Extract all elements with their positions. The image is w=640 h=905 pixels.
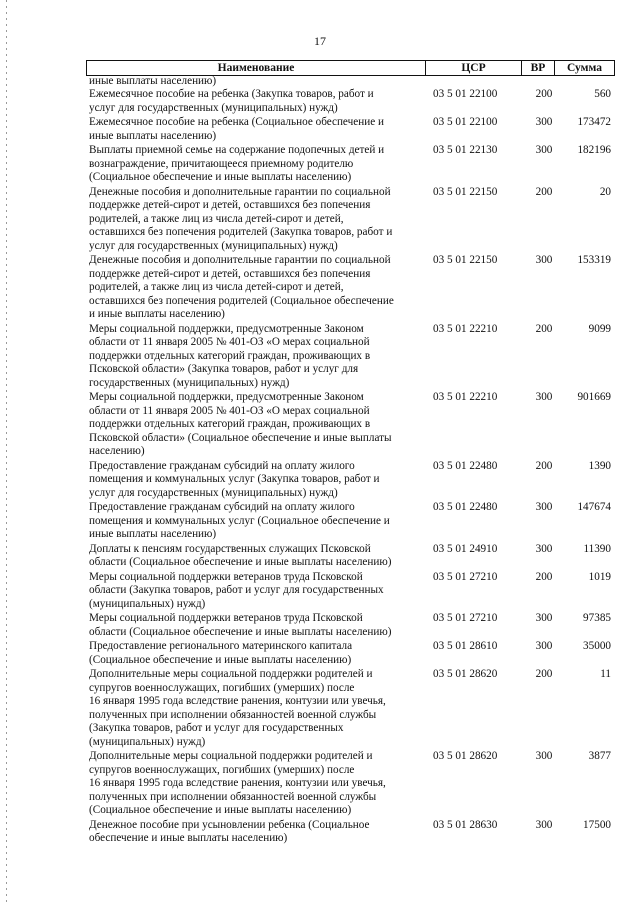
row-csr: 03 5 01 22210 bbox=[433, 322, 498, 335]
table-row bbox=[89, 116, 615, 143]
row-vr: 300 bbox=[535, 818, 553, 831]
row-csr: 03 5 01 24910 bbox=[433, 542, 498, 555]
row-vr: 200 bbox=[535, 322, 553, 335]
row-vr: 300 bbox=[535, 391, 553, 403]
row-name: Меры социальной поддержки, предусмотренные Законом области от 11 января 2005 № 401-ОЗ «О мерах социальной поддержки отдельных категорий граждан, проживающих в Псковской области» (Социальное обеспечение и иные выплаты населению) bbox=[89, 391, 392, 457]
table-row bbox=[89, 819, 615, 846]
row-name: Меры социальной поддержки ветеранов труда Псковской области (Закупка товаров, работ и услуг для государственных (муниципальных) нужд) bbox=[89, 570, 384, 610]
row-vr: 200 bbox=[535, 570, 553, 583]
row-csr: 03 5 01 22100 bbox=[433, 88, 498, 100]
row-csr: 03 5 01 27210 bbox=[433, 570, 498, 583]
row-vr: 300 bbox=[535, 501, 553, 513]
row-name: Денежные пособия и дополнительные гарантии по социальной поддержке детей-сирот и детей, оставшихся без попечения родителей, а также лиц из числа детей-сирот и детей, оставшихся без попечения родителей (Закупка товаров, работ и услуг для государственных (муниципальных) нужд) bbox=[89, 185, 393, 252]
table-row bbox=[89, 640, 615, 667]
row-sum: 3877 bbox=[588, 750, 611, 762]
row-sum: 560 bbox=[594, 88, 611, 100]
row-name: Дополнительные меры социальной поддержки родителей и супругов военнослужащих, погибших (умерших) после 16 января 1995 года вследствие ранения, контузии или увечья, полученных при исполнении обязанностей военной службы (Социальное обеспечение и иные выплаты населению) bbox=[89, 750, 386, 816]
table-row bbox=[89, 254, 615, 322]
row-vr: 300 bbox=[535, 750, 553, 762]
table-row bbox=[89, 186, 615, 254]
row-vr: 200 bbox=[535, 88, 553, 100]
row-name: Выплаты приемной семье на содержание подопечных детей и вознаграждение, причитающееся приемному родителю (Социальное обеспечение и иные выплаты населению) bbox=[89, 144, 385, 183]
table-row bbox=[89, 612, 615, 639]
row-csr: 03 5 01 22150 bbox=[433, 254, 498, 266]
row-name: Ежемесячное пособие на ребенка (Социальное обеспечение и иные выплаты населению) bbox=[89, 116, 384, 142]
column-header-csr: ЦСР bbox=[426, 61, 522, 75]
row-name: Предоставление гражданам субсидий на оплату жилого помещения и коммунальных услуг (Социальное обеспечение и иные выплаты населению) bbox=[89, 501, 390, 540]
row-name: Меры социальной поддержки, предусмотренные Законом области от 11 января 2005 № 401-ОЗ «О мерах социальной поддержки отдельных категорий граждан, проживающих в Псковской области» (Закупка товаров, работ и услуг для государственных (муниципальных) нужд) bbox=[89, 322, 371, 389]
row-sum: 173472 bbox=[577, 116, 611, 128]
row-csr: 03 5 01 22480 bbox=[433, 459, 498, 472]
table-row bbox=[89, 391, 615, 459]
row-sum: 9099 bbox=[588, 322, 611, 335]
row-name: Предоставление гражданам субсидий на оплату жилого помещения и коммунальных услуг (Закупка товаров, работ и услуг для государственных (муниципальных) нужд) bbox=[89, 459, 380, 499]
row-sum: 97385 bbox=[583, 612, 611, 624]
table-header bbox=[86, 60, 615, 76]
scan-edge-mark bbox=[6, 0, 7, 905]
row-csr: 03 5 01 28610 bbox=[433, 640, 498, 652]
column-header-name: Наименование bbox=[87, 61, 426, 75]
column-header-sum: Сумма bbox=[567, 62, 602, 74]
column-header-vr: ВР bbox=[522, 61, 555, 75]
row-vr: 300 bbox=[535, 612, 553, 624]
row-sum: 11 bbox=[600, 668, 611, 680]
row-sum: 901669 bbox=[577, 391, 611, 403]
row-csr: 03 5 01 22150 bbox=[433, 185, 498, 198]
row-sum: 17500 bbox=[583, 818, 611, 831]
row-csr: 03 5 01 22210 bbox=[433, 391, 498, 403]
row-vr: 300 bbox=[535, 144, 553, 156]
row-sum: 20 bbox=[599, 185, 611, 198]
row-sum: 1019 bbox=[588, 570, 611, 583]
table-row bbox=[89, 750, 615, 818]
row-vr: 200 bbox=[535, 668, 553, 680]
table-row bbox=[89, 501, 615, 542]
table-row bbox=[89, 571, 615, 612]
row-name: Предоставление регионального материнского капитала (Социальное обеспечение и иные выплаты населению) bbox=[89, 640, 353, 666]
continuation-text: иные выплаты населению) bbox=[89, 75, 217, 87]
row-sum: 147674 bbox=[577, 501, 611, 513]
row-name: Доплаты к пенсиям государственных служащих Псковской области (Социальное обеспечение и иные выплаты населению) bbox=[89, 542, 392, 568]
row-sum: 153319 bbox=[577, 254, 611, 266]
table-row bbox=[89, 88, 615, 115]
row-vr: 300 bbox=[535, 254, 553, 266]
row-vr: 300 bbox=[535, 116, 553, 128]
row-csr: 03 5 01 22100 bbox=[433, 116, 498, 128]
row-name: Денежные пособия и дополнительные гарантии по социальной поддержке детей-сирот и детей, оставшихся без попечения родителей, а также лиц из числа детей-сирот и детей, оставшихся без попечения родителей (Социальное обеспечение и иные выплаты населению) bbox=[89, 254, 394, 320]
row-csr: 03 5 01 28620 bbox=[433, 668, 498, 680]
row-vr: 300 bbox=[535, 640, 553, 652]
page-number: 17 bbox=[314, 34, 326, 48]
row-csr: 03 5 01 22480 bbox=[433, 501, 498, 513]
table-row bbox=[89, 323, 615, 391]
table-row bbox=[89, 460, 615, 501]
row-csr: 03 5 01 22130 bbox=[433, 144, 498, 156]
row-csr: 03 5 01 27210 bbox=[433, 612, 498, 624]
row-vr: 200 bbox=[535, 459, 553, 472]
row-sum: 35000 bbox=[583, 640, 611, 652]
table-row bbox=[89, 543, 615, 570]
row-sum: 1390 bbox=[588, 459, 611, 472]
row-name: Денежное пособие при усыновлении ребенка (Социальное обеспечение и иные выплаты населению) bbox=[89, 818, 370, 844]
row-vr: 200 bbox=[535, 185, 553, 198]
row-name: Меры социальной поддержки ветеранов труда Псковской области (Социальное обеспечение и иные выплаты населению) bbox=[89, 612, 392, 638]
row-csr: 03 5 01 28630 bbox=[433, 818, 498, 831]
table-body bbox=[89, 88, 615, 847]
row-name: Дополнительные меры социальной поддержки родителей и супругов военнослужащих, погибших (умерших) после 16 января 1995 года вследствие ранения, контузии или увечья, полученных при исполнении обязанностей военной службы (Закупка товаров, работ и услуг для государственных (муниципальных) нужд) bbox=[89, 668, 386, 748]
row-sum: 11390 bbox=[583, 542, 611, 555]
row-csr: 03 5 01 28620 bbox=[433, 750, 498, 762]
row-sum: 182196 bbox=[577, 144, 611, 156]
row-vr: 300 bbox=[535, 542, 553, 555]
row-name: Ежемесячное пособие на ребенка (Закупка товаров, работ и услуг для государственных (муниципальных) нужд) bbox=[89, 88, 374, 114]
table-row bbox=[89, 144, 615, 185]
table-row bbox=[89, 668, 615, 749]
